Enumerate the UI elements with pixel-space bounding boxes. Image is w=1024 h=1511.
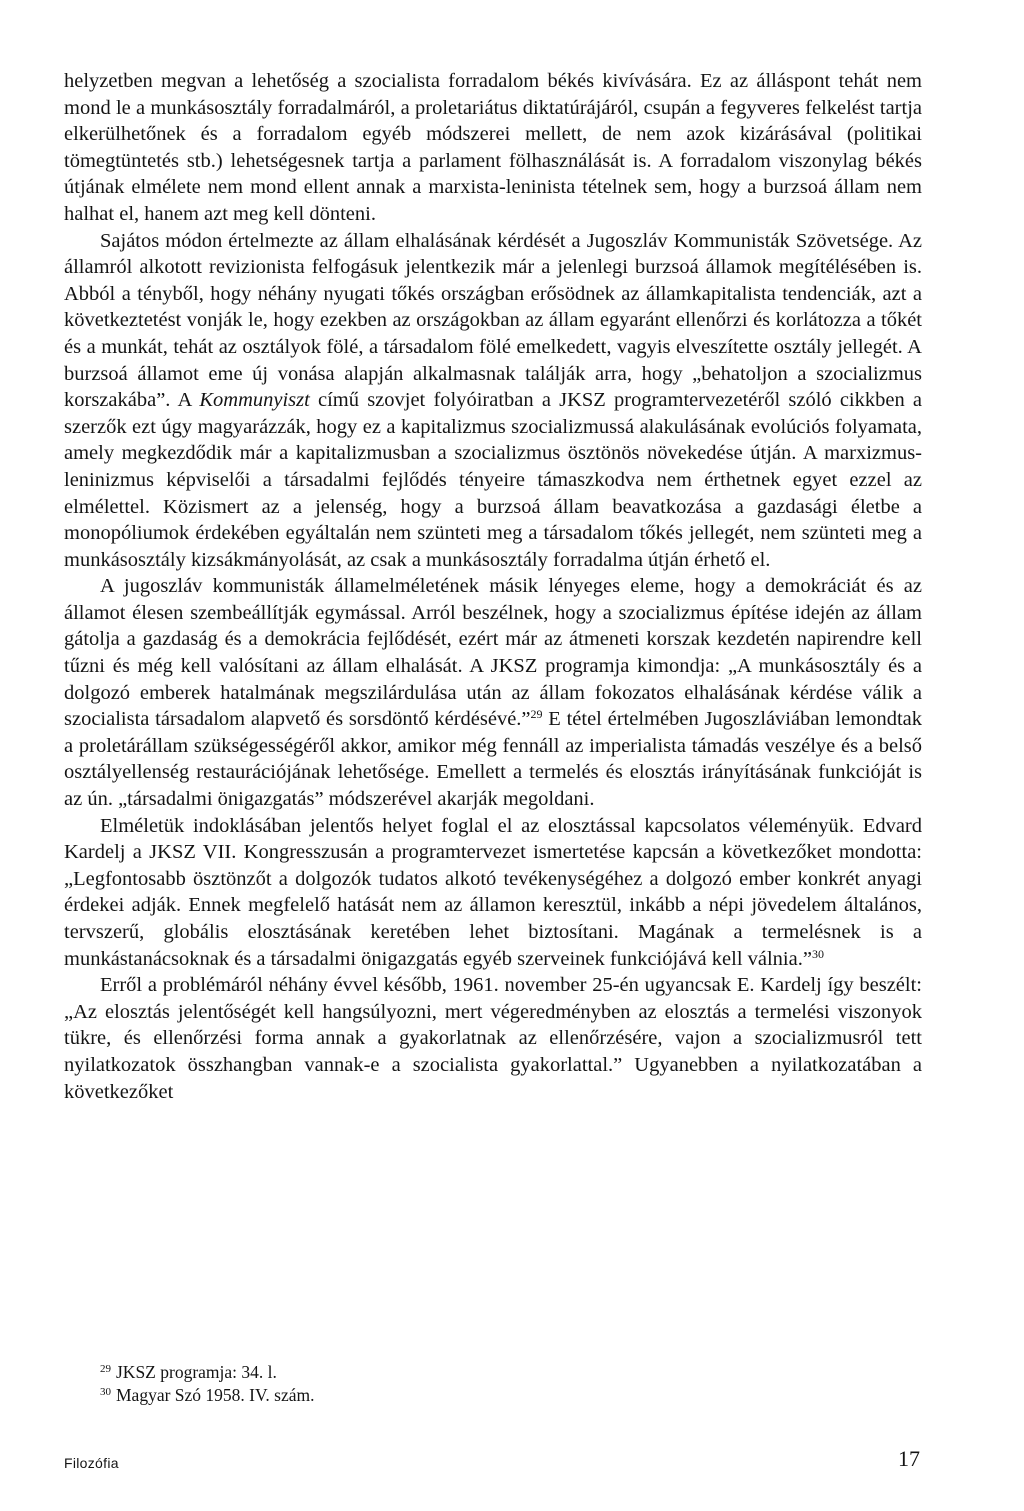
paragraph: [64, 573, 922, 812]
paragraph: [64, 813, 922, 973]
paragraph: [64, 972, 922, 1105]
footnote-reference: 30: [811, 946, 824, 961]
footnote: [100, 1384, 800, 1407]
paragraph: [64, 228, 922, 574]
italic-title: Kommunyiszt: [199, 389, 310, 412]
paragraph-text: E tétel értelmében Jugoszláviában lemondtak a proletárállam szükségességéről akkor, amikor még fennáll az imperialista támadás veszélye és a belső osztályellenség restaurációjának lehetősége. Emellett a termelés és elosztás irányításának funkcióját is az ún. „társadalmi önigazgatás” módszerével akarják megoldani.: [64, 708, 922, 811]
paragraph: [64, 68, 922, 228]
footnote-text: JKSZ programja: 34. l.: [116, 1362, 277, 1382]
paragraph-text: A jugoszláv kommunisták államelméletének másik lényeges eleme, hogy a demokráciát és az államot élesen szembeállítják egymással. Arról beszélnek, hogy a szocializmus építése idején az állam gátolja a gazdaság és a demokrácia fejlődését, ezért már az átmeneti korszak kezdetén napirendre kell tűzni és még kell valósítani az állam elhalását. A JKSZ programja kimondja: „A munkásosztály és a dolgozó emberek hatalmának megszilárdulása után az állam fokozatos elhalásának kérdése válik a szocialista társadalom alapvető és sorsdöntő kérdésévé.”: [64, 575, 922, 731]
footnote: [100, 1361, 800, 1384]
footnotes: [100, 1361, 800, 1407]
page-number: 17: [898, 1446, 920, 1471]
paragraph-text: helyzetben megvan a lehetőség a szocialista forradalom békés kivívására. Ez az álláspont tehát nem mond le a munkásosztály forradalmáról, a proletariátus diktatúrájáról, csupán a fegyveres felkelést tartja elkerülhetőnek és a forradalom egyéb módszerei mellett, de nem azok kizárásával (politikai tömegtüntetés stb.) lehetségesnek tartja a parlament fölhasználását is. A forradalom viszonylag békés útjának elmélete nem mond ellent annak a marxista-leninista tételnek sem, hogy a burzsoá állam nem halhat el, hanem azt meg kell dönteni.: [64, 70, 922, 225]
footnote-reference: 29: [530, 707, 543, 722]
footnote-number: 29: [100, 1363, 111, 1375]
journal-title: Filozófia: [64, 1455, 119, 1471]
body-text: [64, 68, 922, 1105]
paragraph-text: című szovjet folyóiratban a JKSZ programtervezetéről szóló cikkben a szerzők ezt úgy magyarázzák, hogy ez a kapitalizmus szocializmussá alakulásának evolúciós folyamata, amely megkezdődik már a kapitalizmusban a szocializmus ösztönös növekedése útján. A marxizmus-leninizmus képviselői a társadalmi fejlődés tényeire támaszkodva nem érthetnek egyet ezzel az elmélettel. Közismert az a jelenség, hogy a burzsoá állam beavatkozása a gazdasági életbe a monopóliumok érdekében egyáltalán nem szünteti meg a társadalom tőkés jellegét, nem szünteti meg a munkásosztály kizsákmányolását, az csak a munkásosztály forradalma útján érhető el.: [64, 389, 922, 571]
footnote-number: 30: [100, 1386, 111, 1398]
paragraph-text: Erről a problémáról néhány évvel később, 1961. november 25-én ugyancsak E. Kardelj így beszélt: „Az elosztás jelentőségét kell hangsúlyozni, mert végeredményben az elosztás a termelési viszonyok tükre, és ellenőrzési forma annak a gyakorlatnak az ellenőrzésére, vajon a szocializmusról tett nyilatkozatok összhangban vannak-e a szocialista gyakorlattal.” Ugyanebben a nyilatkozatában a következőket: [64, 974, 922, 1103]
paragraph-text: Elméletük indoklásában jelentős helyet foglal el az elosztással kapcsolatos véleményük. Edvard Kardelj a JKSZ VII. Kongresszusán a programtervezet ismertetése kapcsán a következőket mondotta: „Legfontosabb ösztönzőt a dolgozók tudatos alkotó tevékenységéhez a dolgozó ember konkrét anyagi érdekei adják. Ennek megfelelő hatását nem az államon keresztül, inkább a népi jövedelem általános, tervszerű, globális elosztásának keretében lehet biztosítani. Magának a termelésnek is a munkástanácsoknak és a társadalmi önigazgatás egyéb szerveinek funkciójává kell válnia.”: [64, 814, 922, 970]
paragraph-text: Sajátos módon értelmezte az állam elhalásának kérdését a Jugoszláv Kommunisták Szövetsége. Az államról alkotott revizionista felfogásuk jelentkezik már a jelenlegi burzsoá államok megítélésében is. Abból a tényből, hogy néhány nyugati tőkés országban erősödnek az államkapitalista tendenciák, azt a következtetést vonják le, hogy ezekben az országokban az állam egyaránt ellenőrzi és korlátozza a tőkét és a munkát, tehát az osztályok fölé, a társadalom fölé emelkedett, vagyis elveszítette osztály jellegét. A burzsoá államot eme új vonása alapján alkalmasnak találják arra, hogy „behatoljon a szocializmus korszakába”. A: [64, 229, 922, 412]
footnote-text: Magyar Szó 1958. IV. szám.: [116, 1385, 315, 1405]
